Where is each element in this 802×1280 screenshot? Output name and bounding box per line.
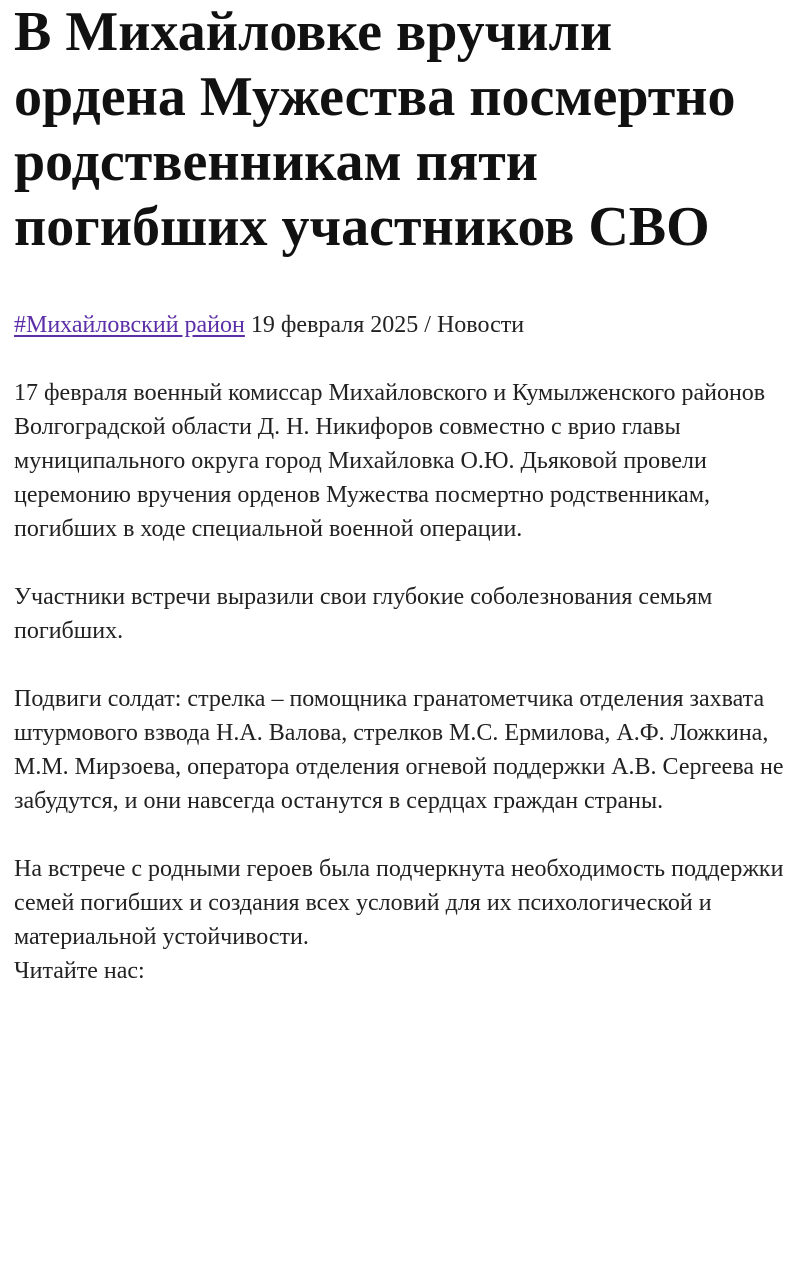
paragraph-4: На встрече с родными героев была подчеркнута необходимость поддержки семей погибших и создания всех условий для их психологической и материальной устойчивости. xyxy=(14,856,784,950)
read-us-label: Читайте нас: xyxy=(14,958,145,984)
article-category: Новости xyxy=(436,312,525,338)
meta-separator: / xyxy=(418,312,437,338)
paragraph-1: 17 февраля военный комиссар Михайловского и Кумылженского районов Волгоградской области Д. Н. Никифоров совместно с врио главы муниципального округа город Михайловка О.Ю. Дьяковой провели церемонию вручения орденов Мужества посмертно родственникам, погибших в ходе специальной военной операции. xyxy=(14,380,766,542)
article-title: В Михайловке вручили ордена Мужества посмертно родственникам пяти погибших участников СВО xyxy=(14,1,736,258)
paragraph-3: Подвиги солдат: стрелка – помощника гранатометчика отделения захвата штурмового взвода Н.А. Валова, стрелков М.С. Ермилова, А.Ф. Ложкина, М.М. Мирзоева, оператора отделения огневой поддержки А.В. Сергеева не забудутся, и они навсегда останутся в сердцах граждан страны. xyxy=(14,686,784,814)
tag-link[interactable]: #Михайловский район xyxy=(14,312,245,338)
paragraph-2: Участники встречи выразили свои глубокие соболезнования семьям погибших. xyxy=(14,584,713,644)
article-date: 19 февраля 2025 xyxy=(250,312,419,338)
article xyxy=(14,0,784,988)
article-body xyxy=(14,376,784,988)
article-meta xyxy=(14,308,784,342)
